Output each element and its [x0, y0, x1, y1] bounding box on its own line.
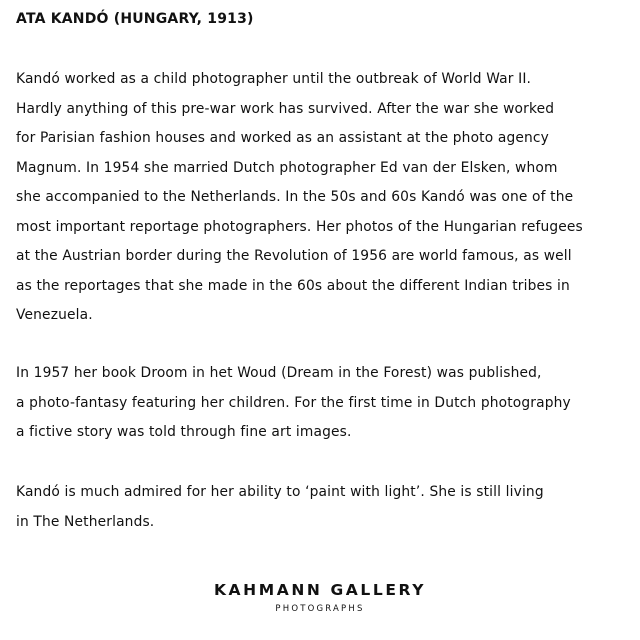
- paragraph-line: for Parisian fashion houses and worked as an assistant at the photo agency: [16, 130, 549, 146]
- paragraph-line: Kandó worked as a child photographer until the outbreak of World War II.: [16, 71, 532, 87]
- gallery-logo: [0, 580, 640, 615]
- paragraph-line: a photo-fantasy featuring her children. For the first time in Dutch photography: [16, 394, 571, 411]
- paragraph-line: in The Netherlands.: [16, 513, 155, 530]
- paragraph-line: Venezuela.: [16, 307, 93, 323]
- gallery-name: KAHMANN GALLERY: [213, 581, 427, 599]
- biography-paragraph-2: [16, 359, 636, 448]
- paragraph-line: at the Austrian border during the Revolution of 1956 are world famous, as well: [16, 248, 572, 264]
- paragraph-line: as the reportages that she made in the 60s about the different Indian tribes in: [16, 277, 570, 294]
- paragraph-line: a fictive story was told through fine art images.: [16, 424, 352, 440]
- page-title: ATA KANDÓ (HUNGARY, 1913): [16, 11, 254, 27]
- biography-paragraph-3: [16, 478, 636, 537]
- paragraph-line: most important reportage photographers. Her photos of the Hungarian refugees: [16, 218, 583, 235]
- paragraph-line: Kandó is much admired for her ability to ‘paint with light’. She is still living: [16, 484, 544, 500]
- paragraph-line: In 1957 her book Droom in het Woud (Dream in the Forest) was published,: [16, 365, 542, 381]
- paragraph-line: she accompanied to the Netherlands. In the 50s and 60s Kandó was one of the: [16, 189, 574, 205]
- biography-paragraph-1: [16, 65, 636, 331]
- gallery-tagline: PHOTOGRAPHS: [275, 604, 365, 614]
- paragraph-line: Magnum. In 1954 she married Dutch photographer Ed van der Elsken, whom: [16, 159, 558, 176]
- paragraph-line: Hardly anything of this pre-war work has survived. After the war she worked: [16, 100, 555, 117]
